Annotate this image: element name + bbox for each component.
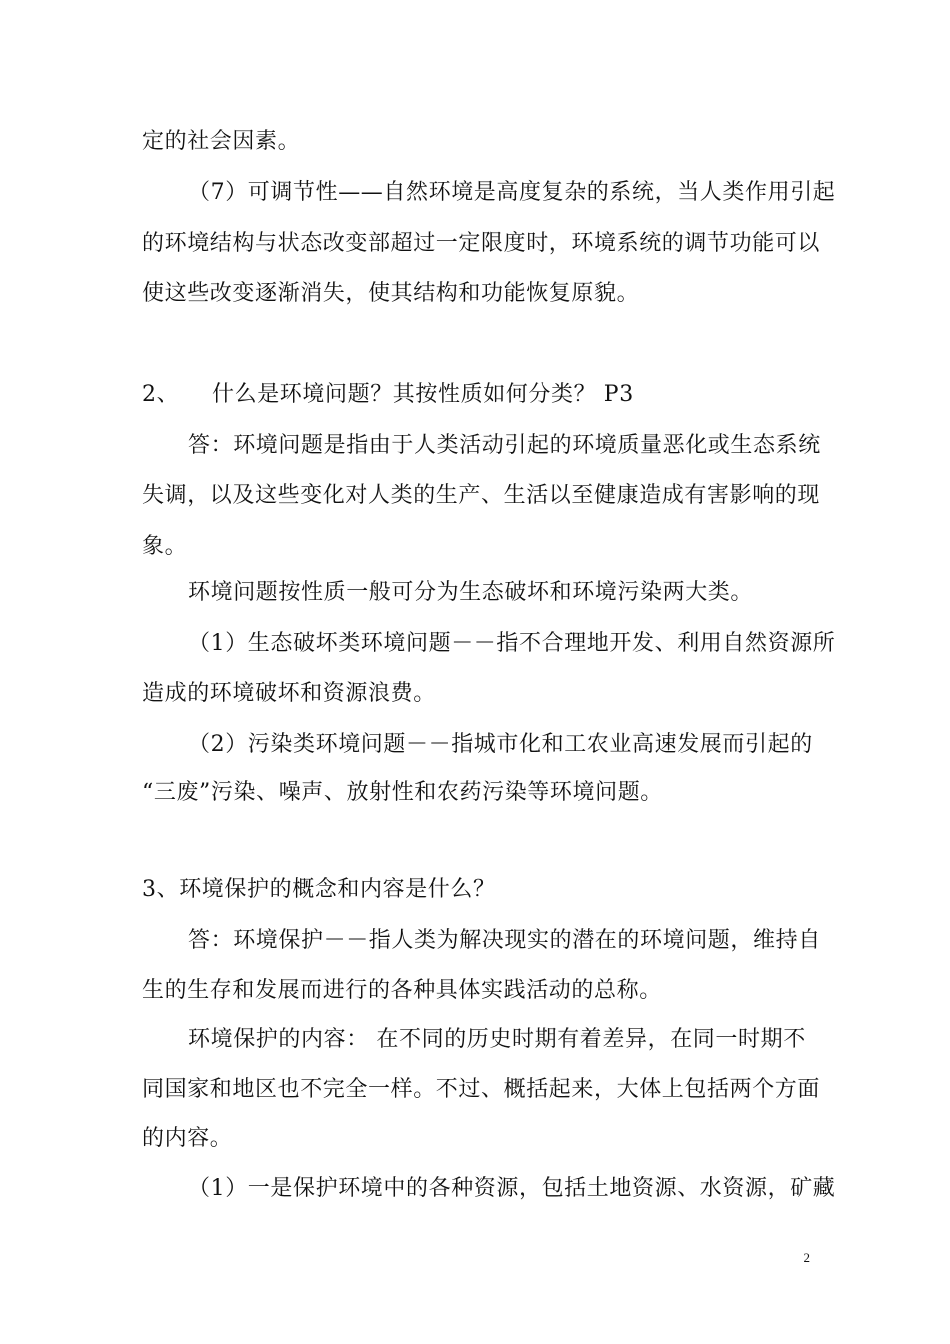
paragraph-line: 定的社会因素。 (142, 129, 301, 154)
paragraph-line: （7）可调节性——自然环境是高度复杂的系统，当人类作用引起 (188, 180, 836, 205)
paragraph-line: 造成的环境破坏和资源浪费。 (142, 681, 436, 706)
paragraph-line: 同国家和地区也不完全一样。不过、概括起来，大体上包括两个方面 (142, 1077, 821, 1102)
paragraph-line: “三废”污染、噪声、放射性和农药污染等环境问题。 (142, 780, 663, 805)
page-number: 2 (803, 1250, 810, 1265)
question-heading: 什么是环境问题？其按性质如何分类？ P3 (212, 382, 634, 407)
paragraph-line: （2）污染类环境问题－－指城市化和工农业高速发展而引起的 (188, 732, 813, 757)
paragraph-line: 环境问题按性质一般可分为生态破坏和环境污染两大类。 (188, 580, 754, 605)
paragraph-line: 象。 (142, 534, 188, 559)
paragraph-line: 环境保护的内容： 在不同的历史时期有着差异，在同一时期不 (188, 1027, 806, 1052)
paragraph-line: 使这些改变逐渐消失，使其结构和功能恢复原貌。 (142, 281, 640, 306)
paragraph-line: 的内容。 (142, 1126, 233, 1151)
paragraph-line: 生的生存和发展而进行的各种具体实践活动的总称。 (142, 978, 662, 1003)
paragraph-line: 答：环境保护－－指人类为解决现实的潜在的环境问题，维持自 (188, 928, 821, 953)
paragraph-line: 答：环境问题是指由于人类活动引起的环境质量恶化或生态系统 (188, 433, 821, 458)
paragraph-line: （1）生态破坏类环境问题－－指不合理地开发、利用自然资源所 (188, 631, 836, 656)
question-number: 2、 (142, 382, 180, 407)
question-heading: 3、环境保护的概念和内容是什么？ (142, 877, 496, 902)
paragraph-line: 失调，以及这些变化对人类的生产、生活以至健康造成有害影响的现 (142, 483, 821, 508)
paragraph-line: 的环境结构与状态改变部超过一定限度时，环境系统的调节功能可以 (142, 231, 821, 256)
paragraph-line: （1）一是保护环境中的各种资源，包括土地资源、水资源，矿藏 (188, 1176, 836, 1201)
